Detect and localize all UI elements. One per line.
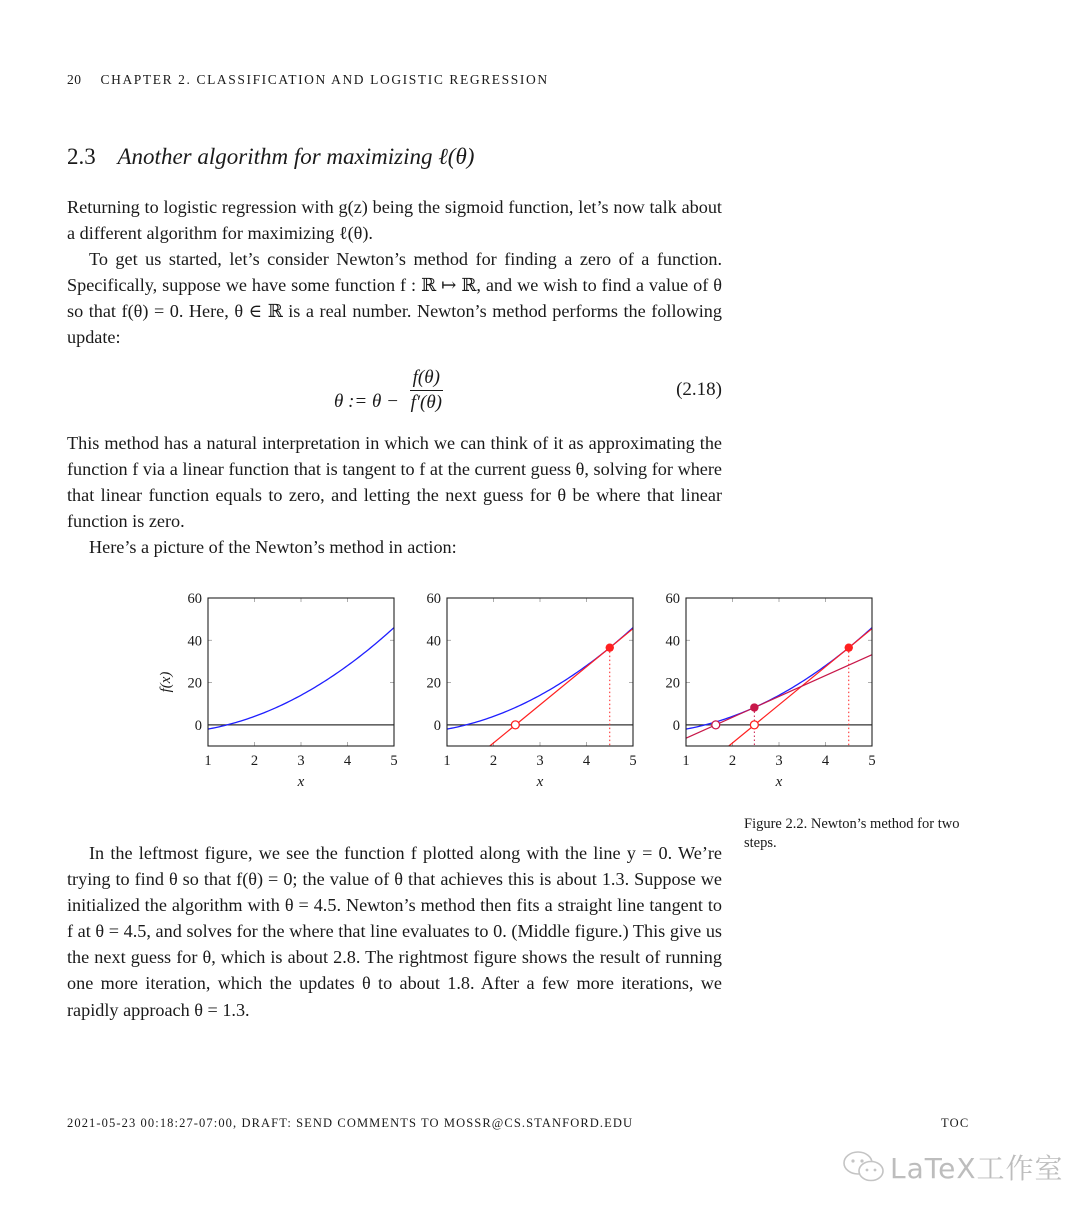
figure-newton-method xyxy=(0,580,1080,800)
y-axis-label: f(x) xyxy=(158,671,174,693)
x-tick-label: 2 xyxy=(728,753,737,769)
y-tick-label: 20 xyxy=(187,675,202,692)
x-tick-label: 5 xyxy=(629,753,637,769)
current-guess-point xyxy=(606,643,614,651)
paragraph-2: To get us started, let’s consider Newton’s method for finding a zero of a function. Specifically, suppose we have some function f : ℝ ↦ ℝ, and we wish to find a value of θ so that f(θ) = 0. Here, θ ∈ ℝ is a real number. Newton’s method performs the following update: xyxy=(67,249,722,348)
section-heading xyxy=(67,144,474,170)
x-tick-label: 3 xyxy=(297,753,305,769)
intro-text xyxy=(67,194,722,351)
plot-frame xyxy=(208,598,394,746)
running-head xyxy=(67,72,549,88)
function-curve xyxy=(208,628,394,729)
x-axis-label: x xyxy=(536,774,544,790)
x-tick-label: 4 xyxy=(582,753,591,769)
interpretation-text xyxy=(67,430,722,560)
page-number: 20 xyxy=(67,72,82,87)
current-guess-point xyxy=(845,643,853,651)
footer-draft-note: 2021-05-23 00:18:27-07:00, DRAFT: SEND COMMENTS TO MOSSR@CS.STANFORD.EDU xyxy=(67,1116,634,1130)
next-guess-point xyxy=(750,721,758,729)
plot-frame xyxy=(447,598,633,746)
x-axis-label: x xyxy=(775,774,783,790)
paragraph-1: Returning to logistic regression with g(z) being the sigmoid function, let’s now talk about a different algorithm for maximizing ℓ(θ). xyxy=(67,197,722,244)
x-tick-label: 1 xyxy=(204,753,212,769)
x-tick-label: 2 xyxy=(489,753,498,769)
y-tick-label: 0 xyxy=(194,717,202,734)
watermark-text: LaTeX工作室 xyxy=(890,1152,1064,1185)
function-curve xyxy=(447,628,633,729)
y-tick-label: 40 xyxy=(426,633,441,650)
watermark xyxy=(842,1147,1064,1191)
x-tick-label: 2 xyxy=(250,753,259,769)
y-tick-label: 60 xyxy=(665,591,680,607)
y-tick-label: 20 xyxy=(665,675,680,692)
plot-panel-2 xyxy=(427,591,637,790)
next-guess-point xyxy=(511,721,519,729)
y-tick-label: 40 xyxy=(665,633,680,650)
equation-number: (2.18) xyxy=(676,379,722,400)
figure-caption: Figure 2.2. Newton’s method for two steps. xyxy=(744,816,960,851)
y-tick-label: 40 xyxy=(187,633,202,650)
plot-panel-3 xyxy=(666,591,876,790)
x-tick-label: 3 xyxy=(536,753,544,769)
y-tick-label: 60 xyxy=(187,591,202,607)
explanation-text xyxy=(67,840,722,1023)
x-tick-label: 5 xyxy=(390,753,398,769)
equation-fraction xyxy=(410,367,443,414)
x-tick-label: 3 xyxy=(775,753,783,769)
y-tick-label: 0 xyxy=(672,717,680,734)
next-guess-point xyxy=(712,721,720,729)
paragraph-5: In the leftmost figure, we see the function f plotted along with the line y = 0. We’re trying to find θ so that f(θ) = 0; the value of θ that achieves this is about 1.3. Suppose we initialized the algorithm with θ = 4.5. Newton’s method then fits a straight line tangent to f at θ = 4.5, and solves for the where that line evaluates to 0. (Middle figure.) This give us the next guess for θ, which is about 2.8. The rightmost figure shows the result of running one more iteration, which the updates θ to about 1.8. After a few more iterations, we rapidly approach θ = 1.3. xyxy=(67,843,722,1020)
equation-denominator: f′(θ) xyxy=(410,392,442,413)
equation-numerator: f(θ) xyxy=(410,367,443,391)
x-tick-label: 1 xyxy=(682,753,690,769)
wechat-icon xyxy=(842,1150,886,1191)
chapter-title: CHAPTER 2. CLASSIFICATION AND LOGISTIC REGRESSION xyxy=(100,72,549,87)
function-curve xyxy=(686,628,872,729)
y-tick-label: 0 xyxy=(433,717,441,734)
toc-link[interactable]: TOC xyxy=(941,1116,970,1130)
paragraph-4: Here’s a picture of the Newton’s method in action: xyxy=(89,537,457,558)
y-tick-label: 20 xyxy=(426,675,441,692)
current-guess-point xyxy=(750,703,758,711)
x-tick-label: 1 xyxy=(443,753,451,769)
paragraph-3: This method has a natural interpretation in which we can think of it as approximating the function f via a linear function that is tangent to f at the current guess θ, solving for where that linear function equals to zero, and letting the next guess for θ be where that linear function is zero. xyxy=(67,433,722,532)
x-tick-label: 4 xyxy=(821,753,830,769)
equation-lhs: θ := θ − xyxy=(334,390,399,412)
x-tick-label: 4 xyxy=(343,753,352,769)
equation-2-18 xyxy=(67,366,722,418)
section-title: Another algorithm for maximizing ℓ(θ) xyxy=(117,144,475,169)
section-number: 2.3 xyxy=(67,144,96,169)
x-tick-label: 5 xyxy=(868,753,876,769)
plot-panel-1 xyxy=(158,591,398,790)
y-tick-label: 60 xyxy=(426,591,441,607)
x-axis-label: x xyxy=(297,774,305,790)
